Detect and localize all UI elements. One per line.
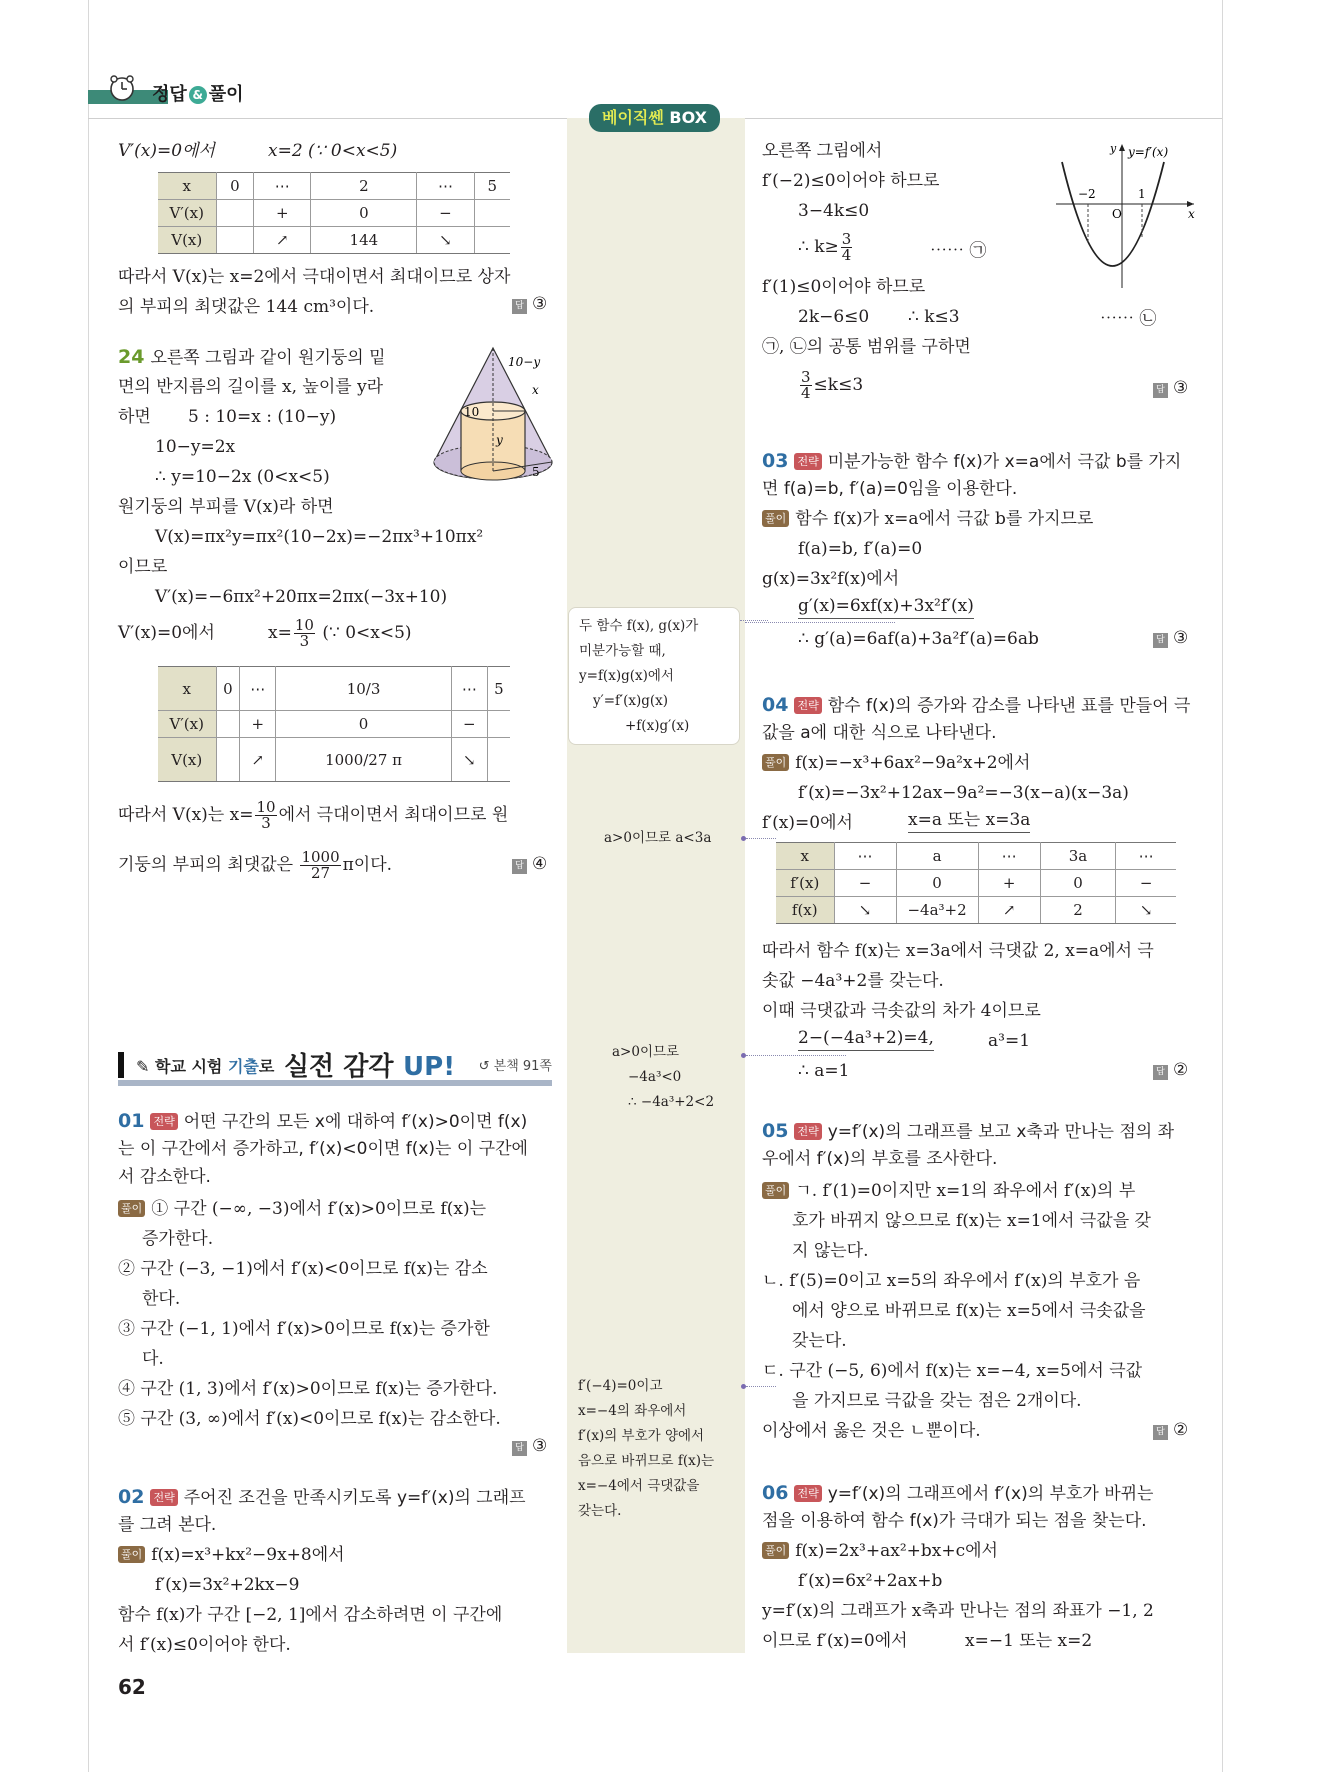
text-line: 이므로 [118, 557, 168, 577]
text-line: 면의 반지름의 길이를 x, 높이를 y라 [118, 377, 384, 397]
text-line: ④ 구간 (1, 3)에서 f′(x)>0이므로 f(x)는 증가한다. [118, 1379, 498, 1399]
table-cell [216, 738, 240, 782]
derivative-zero-line [118, 136, 215, 166]
strategy-tag: 전략 [794, 697, 821, 714]
title-part: 학교 시험 [154, 1057, 223, 1076]
badge-label-korean: 베이직쎈 [602, 108, 664, 127]
text-line: 서 f′(x)≤0이어야 한다. [118, 1635, 291, 1655]
solution-tag: 풀이 [118, 1200, 145, 1217]
text: ① 구간 (−∞, −3)에서 f′(x)>0이므로 f(x)는 [151, 1199, 487, 1219]
text: y=f′(x)의 그래프를 보고 x축과 만나는 점의 좌 [827, 1122, 1175, 1142]
text-line: 따라서 함수 f(x)는 x=3a에서 극댓값 2, x=a에서 극 [762, 941, 1154, 961]
result-line: ∴ a=1 [798, 1061, 850, 1081]
table-cell: ↘ [451, 738, 487, 782]
answer-marker [1153, 628, 1188, 648]
note-line: ∴ −4a³+2<2 [628, 1094, 715, 1110]
table-cell: − [451, 711, 487, 738]
text-line: 증가한다. [142, 1229, 214, 1249]
derivative-graph [1050, 140, 1200, 290]
table-cell: ↘ [417, 227, 474, 254]
answer-value: ③ [1173, 378, 1189, 398]
table-cell: a [896, 843, 978, 870]
note-line: 미분가능할 때, [579, 643, 666, 659]
question-01-strategy [118, 1106, 527, 1137]
solution-tag: 풀이 [118, 1546, 145, 1563]
table-cell: 0 [1040, 870, 1116, 897]
volume-equation: V(x)=πx²y=πx²(10−2x)=−2πx³+10πx² [155, 527, 484, 547]
eq-text: x= [268, 623, 292, 643]
text-line: ③ 구간 (−1, 1)에서 f′(x)>0이므로 f(x)는 증가한 [118, 1319, 490, 1339]
table-header: x [158, 667, 216, 711]
text: f(x)=2x³+ax²+bx+c에서 [795, 1541, 998, 1561]
solution-line [118, 1540, 345, 1570]
question-number: 01 [118, 1110, 145, 1132]
table-row [158, 173, 510, 200]
answer-marker [512, 294, 547, 314]
result-line: ∴ g′(a)=6af(a)+3a²f′(a)=6ab [798, 629, 1039, 649]
fraction [255, 800, 276, 831]
title-ampersand-badge: & [189, 86, 207, 104]
table-row [776, 843, 1176, 870]
table-cell: 10/3 [276, 667, 452, 711]
text-line: f′(x)=0에서 [762, 813, 853, 833]
critical-points: x=a 또는 x=3a [908, 808, 1030, 833]
proportion-equation: 5 : 10=x : (10−y) [188, 407, 337, 427]
table-row [776, 870, 1176, 897]
answer-marker [1153, 1420, 1188, 1440]
label-height-total: 10 [464, 405, 480, 419]
text-line: V′(x)=0에서 [118, 623, 215, 643]
table-cell: ↗ [978, 897, 1040, 924]
table-cell: ⋯ [978, 843, 1040, 870]
equation-line: g(x)=3x²f(x)에서 [762, 569, 900, 589]
text: 주어진 조건을 만족시키도록 y=f′(x)의 그래프 [183, 1488, 526, 1508]
table-cell: + [240, 711, 276, 738]
denominator: 4 [841, 246, 852, 264]
equation-line: a³=1 [988, 1031, 1031, 1051]
table-cell: ⋯ [451, 667, 487, 711]
note-negative-min [612, 1040, 714, 1115]
eq-text: (∵ 0<x<5) [322, 623, 412, 643]
text-line: 호가 바뀌지 않으므로 f(x)는 x=1에서 극값을 갖 [792, 1211, 1151, 1231]
numerator: 3 [841, 230, 852, 248]
derivative-equation: g′(x)=6xf(x)+3x²f′(x) [798, 594, 974, 619]
page-number: 62 [118, 1675, 146, 1699]
denominator: 27 [310, 864, 331, 882]
label-height: y [496, 433, 503, 447]
page-title [152, 80, 244, 106]
note-line: x=−4에서 극댓값을 [578, 1478, 700, 1494]
answer-marker [1153, 1060, 1188, 1080]
strategy-tag: 전략 [794, 453, 821, 470]
text-line: 점을 이용하여 함수 f(x)가 극대가 되는 점을 찾는다. [762, 1511, 1147, 1531]
variation-table-f [776, 842, 1176, 924]
table-cell: ↘ [834, 897, 896, 924]
table-cell: ⋯ [254, 173, 311, 200]
note-line: y=f(x)g(x)에서 [579, 668, 674, 684]
note-line: a>0이므로 [612, 1044, 680, 1060]
table-cell: 0 [216, 173, 254, 200]
variation-table-cylinder [158, 666, 510, 782]
curve-label: y=f′(x) [1128, 145, 1169, 159]
table-cell [487, 738, 510, 782]
table-cell: ⋯ [240, 667, 276, 711]
solution-line [762, 748, 1030, 778]
table-cell: ↘ [1116, 897, 1176, 924]
text: 에서 극대이면서 최대이므로 원 [278, 805, 509, 825]
text-line: 는 이 구간에서 증가하고, f′(x)<0이면 f(x)는 이 구간에 [118, 1139, 528, 1159]
question-03-strategy [762, 446, 1181, 477]
table-row [158, 711, 510, 738]
title-up: UP! [403, 1052, 456, 1082]
question-06-strategy [762, 1478, 1153, 1509]
title-solution: 풀이 [208, 84, 244, 105]
table-cell [474, 200, 510, 227]
text-line: 갖는다. [792, 1331, 847, 1351]
equation-line: f(a)=b, f′(a)=0 [798, 539, 923, 559]
denominator: 3 [261, 814, 271, 832]
table-cell [216, 711, 240, 738]
table-cell [474, 227, 510, 254]
table-cell: −4a³+2 [896, 897, 978, 924]
text-line: 오른쪽 그림에서 [762, 141, 883, 161]
text-line: 우에서 f′(x)의 부호를 조사한다. [762, 1149, 998, 1169]
answer-value: ② [1173, 1420, 1189, 1440]
fraction [294, 618, 315, 649]
answer-marker [512, 1436, 547, 1456]
text: 어떤 구간의 모든 x에 대하여 f′(x)>0이면 f(x) [183, 1112, 528, 1132]
text-line: 지 않는다. [792, 1241, 869, 1261]
answer-value: ③ [1173, 628, 1189, 648]
text: 기둥의 부피의 최댓값은 [118, 855, 294, 875]
table-cell: 2 [1040, 897, 1116, 924]
numerator: 10 [294, 616, 314, 634]
title-part: 로 [258, 1057, 275, 1076]
conclusion-line [118, 850, 392, 881]
conclusion-line: 의 부피의 최댓값은 144 cm³이다. [118, 297, 375, 317]
text-line: 솟값 −4a³+2를 갖는다. [762, 971, 944, 991]
question-number: 05 [762, 1120, 789, 1142]
table-cell: ↗ [240, 738, 276, 782]
solution-line [762, 1176, 1135, 1206]
text-line: 함수 f(x)가 구간 [−2, 1]에서 감소하려면 이 구간에 [118, 1605, 503, 1625]
variation-table-box [158, 172, 510, 254]
eq-text: V′(x)=0에서 [118, 141, 215, 161]
text-line: 이때 극댓값과 극솟값의 차가 4이므로 [762, 1001, 1041, 1021]
solution-tag: 풀이 [762, 1182, 789, 1199]
result-line [798, 370, 863, 401]
table-cell: 144 [311, 227, 417, 254]
table-cell: 3a [1040, 843, 1116, 870]
question-04-strategy [762, 690, 1190, 721]
strategy-tag: 전략 [150, 1113, 177, 1130]
note-line: 두 함수 f(x), g(x)가 [579, 618, 699, 634]
critical-point [268, 136, 397, 166]
label-base-radius: 5 [532, 465, 540, 479]
text: f(x)=−x³+6ax²−9a²x+2에서 [795, 753, 1031, 773]
table-cell [487, 711, 510, 738]
table-header: f(x) [776, 897, 834, 924]
eq-text: x=2 (∵ 0<x<5) [268, 141, 398, 161]
table-cell: 1000/27 π [276, 738, 452, 782]
equation-line: ∴ k≤3 [908, 307, 960, 327]
table-header: V(x) [158, 227, 216, 254]
table-cell: − [417, 200, 474, 227]
equation-line: f′(x)=3x²+2kx−9 [155, 1575, 300, 1595]
question-05-strategy [762, 1116, 1174, 1147]
text-line: ② 구간 (−3, −1)에서 f′(x)<0이므로 f(x)는 감소 [118, 1259, 488, 1279]
text-line: 에서 양으로 바뀌므로 f(x)는 x=5에서 극솟값을 [792, 1301, 1146, 1321]
title-answer: 정답 [152, 84, 187, 105]
answer-icon: 답 [512, 299, 527, 314]
table-cell: ↗ [254, 227, 311, 254]
text: ㄱ. f′(1)=0이지만 x=1의 좌우에서 f′(x)의 부 [795, 1181, 1136, 1201]
text-line: 하면 [118, 407, 151, 427]
table-cell: − [834, 870, 896, 897]
fraction [841, 232, 853, 263]
answer-icon: 답 [1153, 633, 1168, 648]
table-header: x [158, 173, 216, 200]
equation-line: 10−y=2x [155, 437, 236, 457]
fraction [300, 850, 340, 881]
numerator: 1000 [301, 848, 340, 866]
cone-cylinder-figure [428, 344, 558, 489]
table-cell: + [978, 870, 1040, 897]
text-line: 값을 a에 대한 식으로 나타낸다. [762, 723, 997, 743]
section-header [118, 1044, 552, 1088]
text: 함수 f(x)가 x=a에서 극값 b를 가지므로 [795, 509, 1094, 529]
table-row [158, 227, 510, 254]
origin-label: O [1112, 207, 1122, 221]
text-line: y=f′(x)의 그래프가 x축과 만나는 점의 좌표가 −1, 2 [762, 1601, 1154, 1621]
table-cell: ⋯ [417, 173, 474, 200]
tick-neg: −2 [1078, 187, 1096, 201]
numerator: 3 [801, 368, 811, 386]
critical-points: x=−1 또는 x=2 [965, 1631, 1093, 1651]
answer-value: ② [1173, 1060, 1189, 1080]
table-cell: − [1116, 870, 1176, 897]
text-line: f′(1)≤0이어야 하므로 [762, 277, 926, 297]
table-cell: ⋯ [834, 843, 896, 870]
x-axis-label: x [1188, 207, 1195, 221]
fraction [800, 370, 812, 401]
derivative-equation: V′(x)=−6πx²+20πx=2πx(−3x+10) [155, 587, 448, 607]
equation-line: ∴ y=10−2x (0<x<5) [155, 467, 330, 487]
derivative-equation: f′(x)=−3x²+12ax−9a²=−3(x−a)(x−3a) [798, 783, 1129, 803]
note-line: f′(−4)=0이고 [578, 1378, 663, 1394]
strategy-tag: 전략 [794, 1123, 821, 1140]
strategy-tag: 전략 [150, 1489, 177, 1506]
text: 따라서 V(x)는 x= [118, 805, 254, 825]
strategy-tag: 전략 [794, 1485, 821, 1502]
table-row [158, 738, 510, 782]
critical-point [268, 618, 412, 649]
answer-value: ④ [532, 854, 548, 874]
basic-box-badge [589, 104, 720, 132]
y-axis-label: y [1110, 142, 1117, 155]
text: 오른쪽 그림과 같이 원기둥의 밑 [150, 348, 386, 368]
solution-line [118, 1194, 486, 1224]
note-connector [746, 838, 776, 839]
table-row [158, 667, 510, 711]
label-slant: 10−y [508, 355, 541, 369]
solution-tag: 풀이 [762, 754, 789, 771]
question-number: 03 [762, 450, 789, 472]
title-highlight: 기출 [227, 1057, 259, 1076]
text: 함수 f(x)의 증가와 감소를 나타낸 표를 만들어 극 [827, 696, 1191, 716]
reference-text: 본책 91쪽 [493, 1059, 552, 1074]
question-number: 06 [762, 1482, 789, 1504]
text: π이다. [342, 855, 393, 875]
table-header: V′(x) [158, 711, 216, 738]
text-line: 이므로 f′(x)=0에서 [762, 1631, 908, 1651]
table-row [776, 897, 1176, 924]
pencil-note-icon: ✎ [136, 1057, 150, 1076]
alarm-clock-icon [108, 74, 136, 102]
label-marker: ⋯⋯ ㉠ [930, 241, 987, 261]
note-text: a>0이므로 a<3a [604, 830, 712, 846]
note-line: y′=f′(x)g(x) [593, 693, 669, 709]
answer-icon: 답 [1153, 1425, 1168, 1440]
derivative-equation: f′(x)=6x²+2ax+b [798, 1571, 943, 1591]
table-cell: 0 [276, 711, 452, 738]
badge-label-box: BOX [669, 108, 707, 127]
table-cell [216, 227, 254, 254]
note-line: 음으로 바뀌므로 f(x)는 [578, 1453, 715, 1469]
text-line: 원기둥의 부피를 V(x)라 하면 [118, 497, 334, 517]
difference-equation: 2−(−4a³+2)=4, [798, 1026, 934, 1051]
section-title [136, 1046, 455, 1083]
text: y=f′(x)의 그래프에서 f′(x)의 부호가 바뀌는 [827, 1484, 1154, 1504]
note-line: f′(x)의 부호가 양에서 [578, 1428, 705, 1444]
answer-value: ③ [532, 1436, 548, 1456]
table-cell: 0 [896, 870, 978, 897]
note-line: −4a³<0 [628, 1069, 682, 1085]
text: f(x)=x³+kx²−9x+8에서 [151, 1545, 345, 1565]
denominator: 3 [299, 632, 310, 650]
answer-icon: 답 [512, 1441, 527, 1456]
table-cell: 5 [474, 173, 510, 200]
table-cell [216, 200, 254, 227]
answer-icon: 답 [1153, 1065, 1168, 1080]
section-mark [118, 1052, 124, 1078]
text-line: 다. [142, 1349, 164, 1369]
table-row [158, 200, 510, 227]
table-header: x [776, 843, 834, 870]
note-connector [746, 1386, 776, 1387]
textbook-reference [479, 1055, 552, 1074]
note-a-less-3a [604, 826, 711, 851]
text: 미분가능한 함수 f(x)가 x=a에서 극값 b를 가지 [827, 452, 1182, 472]
text-line: 를 그려 본다. [118, 1515, 217, 1535]
title-big: 실전 감각 [283, 1052, 394, 1082]
answer-value: ③ [532, 294, 548, 314]
text: ≤k≤3 [813, 375, 864, 395]
text-line: ㄴ. f′(5)=0이고 x=5의 좌우에서 f′(x)의 부호가 음 [762, 1271, 1141, 1291]
tick-pos: 1 [1138, 187, 1146, 201]
note-connector [745, 622, 895, 623]
conclusion-line [118, 800, 508, 831]
table-cell: 0 [216, 667, 240, 711]
table-cell: ⋯ [1116, 843, 1176, 870]
table-cell: 5 [487, 667, 510, 711]
conclusion-line: 따라서 V(x)는 x=2에서 극대이면서 최대이므로 상자 [118, 267, 511, 287]
solution-line [762, 1536, 998, 1566]
text-line: f′(−2)≤0이어야 하므로 [762, 171, 940, 191]
note-line: x=−4의 좌우에서 [578, 1403, 687, 1419]
text-line: 한다. [142, 1289, 181, 1309]
question-number: 24 [118, 346, 145, 368]
table-cell: 0 [311, 200, 417, 227]
label-marker: ⋯⋯ ㉡ [1100, 309, 1157, 329]
page-border-right [1222, 0, 1223, 1772]
answer-icon: 답 [512, 859, 527, 874]
denominator: 4 [801, 384, 811, 402]
page-border-left [88, 0, 89, 1772]
table-cell: + [254, 200, 311, 227]
question-number: 02 [118, 1486, 145, 1508]
table-header: f′(x) [776, 870, 834, 897]
note-local-max [578, 1374, 714, 1524]
text-line: 을 가지므로 극값을 갖는 점은 2개이다. [792, 1391, 1082, 1411]
text-line: ㄷ. 구간 (−5, 6)에서 f(x)는 x=−4, x=5에서 극값 [762, 1361, 1143, 1381]
text: ∴ k≥ [798, 237, 839, 257]
text-line: 서 감소한다. [118, 1167, 211, 1187]
question-24-line1 [118, 342, 386, 373]
text-line: ㉠, ㉡의 공통 범위를 구하면 [762, 337, 971, 357]
solution-line [762, 504, 1093, 534]
answer-icon: 답 [1153, 383, 1168, 398]
product-rule-note [568, 607, 740, 745]
answer-marker [1153, 378, 1188, 398]
answer-marker [512, 854, 547, 874]
table-cell: 2 [311, 173, 417, 200]
solution-tag: 풀이 [762, 510, 789, 527]
question-number: 04 [762, 694, 789, 716]
question-02-strategy [118, 1482, 526, 1513]
note-line: 갖는다. [578, 1503, 622, 1519]
conclusion-line: 이상에서 옳은 것은 ㄴ뿐이다. [762, 1421, 981, 1441]
text-line: ⑤ 구간 (3, ∞)에서 f′(x)<0이므로 f(x)는 감소한다. [118, 1409, 501, 1429]
refresh-arrow-icon: ↺ [478, 1059, 490, 1074]
solution-tag: 풀이 [762, 1542, 789, 1559]
label-radius: x [532, 383, 539, 397]
note-connector [740, 620, 768, 621]
equation-line: 3−4k≤0 [798, 201, 870, 221]
note-line: +f(x)g′(x) [625, 718, 690, 734]
equation-line [798, 232, 854, 263]
numerator: 10 [256, 798, 276, 816]
text-line: 면 f(a)=b, f′(a)=0임을 이용한다. [762, 479, 1018, 499]
equation-line: 2k−6≤0 [798, 307, 870, 327]
table-header: V(x) [158, 738, 216, 782]
table-header: V′(x) [158, 200, 216, 227]
